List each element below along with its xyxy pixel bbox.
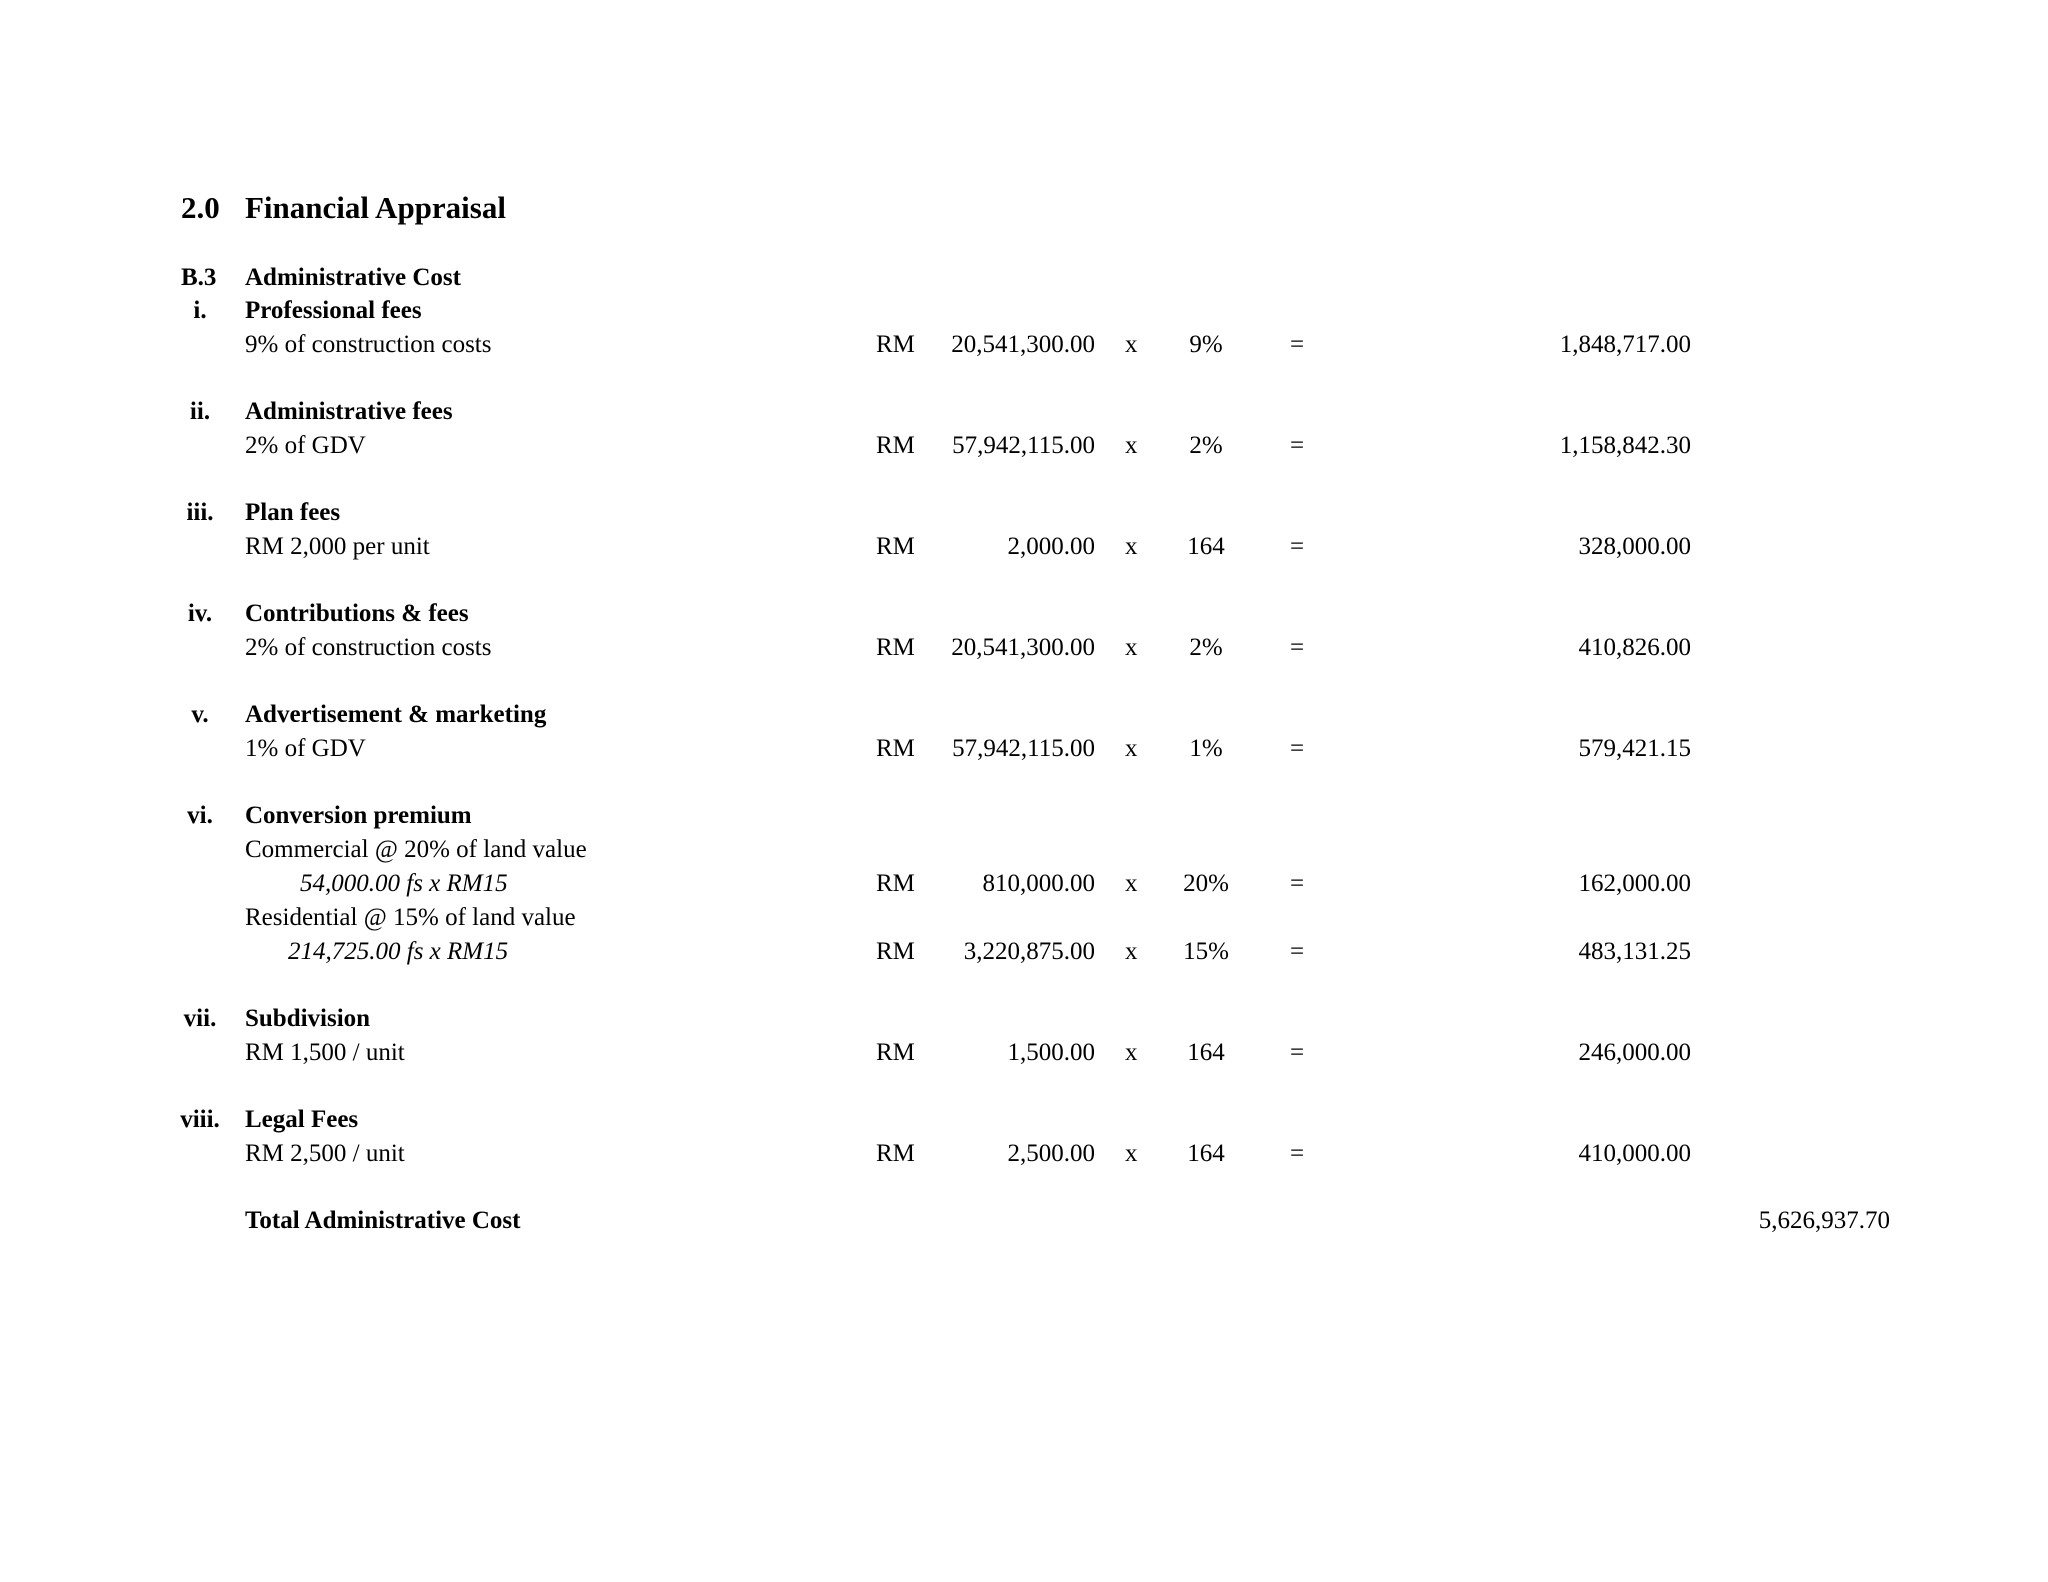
calculation-row xyxy=(0,530,2048,564)
cost-item xyxy=(0,597,2048,665)
total-value: 5,626,937.70 xyxy=(1758,1207,1890,1234)
cost-item xyxy=(0,698,2048,766)
cost-item xyxy=(0,1103,2048,1171)
line-amount: 328,000.00 xyxy=(1578,533,1691,560)
currency-label: RM xyxy=(876,432,915,459)
multiply-sign: x xyxy=(1125,1039,1138,1066)
item-title: Plan fees xyxy=(245,499,341,526)
cost-item-header xyxy=(0,698,2048,732)
item-title: Professional fees xyxy=(245,297,422,324)
item-title: Subdivision xyxy=(245,1005,371,1032)
multiply-sign: x xyxy=(1125,735,1138,762)
description-row xyxy=(0,833,2048,867)
base-value: 20,541,300.00 xyxy=(951,331,1095,358)
item-title: Contributions & fees xyxy=(245,600,469,627)
equals-sign: = xyxy=(1290,735,1305,762)
cost-item xyxy=(0,1002,2048,1070)
rate-value: 9% xyxy=(1189,331,1223,358)
line-description: Residential @ 15% of land value xyxy=(245,904,576,931)
cost-item-header xyxy=(0,799,2048,833)
cost-item xyxy=(0,496,2048,564)
cost-item xyxy=(0,395,2048,463)
calculation-row xyxy=(0,867,2048,901)
line-description: RM 2,000 per unit xyxy=(245,533,430,560)
line-amount: 162,000.00 xyxy=(1578,870,1691,897)
multiply-sign: x xyxy=(1125,938,1138,965)
calculation-row xyxy=(0,1036,2048,1070)
equals-sign: = xyxy=(1290,938,1305,965)
multiply-sign: x xyxy=(1125,432,1138,459)
multiply-sign: x xyxy=(1125,331,1138,358)
cost-item xyxy=(0,294,2048,362)
line-subdetail: 54,000.00 fs x RM15 xyxy=(300,870,508,897)
line-description: RM 1,500 / unit xyxy=(245,1039,405,1066)
currency-label: RM xyxy=(876,735,915,762)
description-row xyxy=(0,901,2048,935)
calculation-row xyxy=(0,631,2048,665)
line-description: 9% of construction costs xyxy=(245,331,492,358)
calculation-row xyxy=(0,732,2048,766)
total-label: Total Administrative Cost xyxy=(245,1207,521,1234)
line-amount: 410,000.00 xyxy=(1578,1140,1691,1167)
item-numeral: v. xyxy=(191,701,209,728)
item-numeral: iii. xyxy=(186,499,214,526)
line-description: 2% of GDV xyxy=(245,432,366,459)
cost-item-header xyxy=(0,294,2048,328)
calculation-row xyxy=(0,1137,2048,1171)
rate-value: 164 xyxy=(1187,1140,1225,1167)
rate-value: 15% xyxy=(1183,938,1229,965)
base-value: 1,500.00 xyxy=(1007,1039,1095,1066)
item-numeral: ii. xyxy=(189,398,211,425)
multiply-sign: x xyxy=(1125,634,1138,661)
heading-number: 2.0 xyxy=(181,190,220,225)
line-description: 2% of construction costs xyxy=(245,634,492,661)
equals-sign: = xyxy=(1290,432,1305,459)
currency-label: RM xyxy=(876,331,915,358)
cost-items xyxy=(0,294,2048,1238)
rate-value: 1% xyxy=(1189,735,1223,762)
equals-sign: = xyxy=(1290,634,1305,661)
base-value: 810,000.00 xyxy=(982,870,1095,897)
cost-item-header xyxy=(0,395,2048,429)
base-value: 20,541,300.00 xyxy=(951,634,1095,661)
rate-value: 164 xyxy=(1187,533,1225,560)
base-value: 2,000.00 xyxy=(1007,533,1095,560)
cost-item-header xyxy=(0,496,2048,530)
base-value: 57,942,115.00 xyxy=(952,735,1095,762)
multiply-sign: x xyxy=(1125,533,1138,560)
calculation-row xyxy=(0,328,2048,362)
page-heading xyxy=(181,190,506,226)
line-amount: 410,826.00 xyxy=(1578,634,1691,661)
equals-sign: = xyxy=(1290,331,1305,358)
line-description: 1% of GDV xyxy=(245,735,366,762)
line-amount: 1,158,842.30 xyxy=(1559,432,1691,459)
rate-value: 164 xyxy=(1187,1039,1225,1066)
section-heading xyxy=(181,264,461,292)
calculation-row xyxy=(0,429,2048,463)
equals-sign: = xyxy=(1290,533,1305,560)
rate-value: 2% xyxy=(1189,634,1223,661)
item-title: Conversion premium xyxy=(245,802,472,829)
line-description: RM 2,500 / unit xyxy=(245,1140,405,1167)
base-value: 3,220,875.00 xyxy=(963,938,1095,965)
currency-label: RM xyxy=(876,870,915,897)
calculation-row xyxy=(0,935,2048,969)
multiply-sign: x xyxy=(1125,1140,1138,1167)
line-description: Commercial @ 20% of land value xyxy=(245,836,587,863)
cost-item xyxy=(0,799,2048,969)
currency-label: RM xyxy=(876,634,915,661)
rate-value: 20% xyxy=(1183,870,1229,897)
equals-sign: = xyxy=(1290,1039,1305,1066)
line-amount: 246,000.00 xyxy=(1578,1039,1691,1066)
currency-label: RM xyxy=(876,533,915,560)
cost-item-header xyxy=(0,1103,2048,1137)
rate-value: 2% xyxy=(1189,432,1223,459)
line-amount: 1,848,717.00 xyxy=(1559,331,1691,358)
equals-sign: = xyxy=(1290,1140,1305,1167)
item-title: Legal Fees xyxy=(245,1106,359,1133)
item-numeral: viii. xyxy=(180,1106,220,1133)
item-numeral: vii. xyxy=(183,1005,217,1032)
currency-label: RM xyxy=(876,1039,915,1066)
cost-item-header xyxy=(0,1002,2048,1036)
cost-item-header xyxy=(0,597,2048,631)
line-amount: 579,421.15 xyxy=(1578,735,1691,762)
total-row xyxy=(0,1204,2048,1238)
section-title: Administrative Cost xyxy=(245,264,461,291)
heading-title: Financial Appraisal xyxy=(245,190,506,225)
item-numeral: i. xyxy=(193,297,207,324)
item-numeral: iv. xyxy=(187,600,213,627)
item-numeral: vi. xyxy=(187,802,213,829)
line-amount: 483,131.25 xyxy=(1578,938,1691,965)
base-value: 2,500.00 xyxy=(1007,1140,1095,1167)
line-subdetail: 214,725.00 fs x RM15 xyxy=(288,938,509,965)
item-title: Advertisement & marketing xyxy=(245,701,547,728)
equals-sign: = xyxy=(1290,870,1305,897)
base-value: 57,942,115.00 xyxy=(952,432,1095,459)
currency-label: RM xyxy=(876,938,915,965)
multiply-sign: x xyxy=(1125,870,1138,897)
item-title: Administrative fees xyxy=(245,398,453,425)
currency-label: RM xyxy=(876,1140,915,1167)
section-code: B.3 xyxy=(181,264,217,291)
